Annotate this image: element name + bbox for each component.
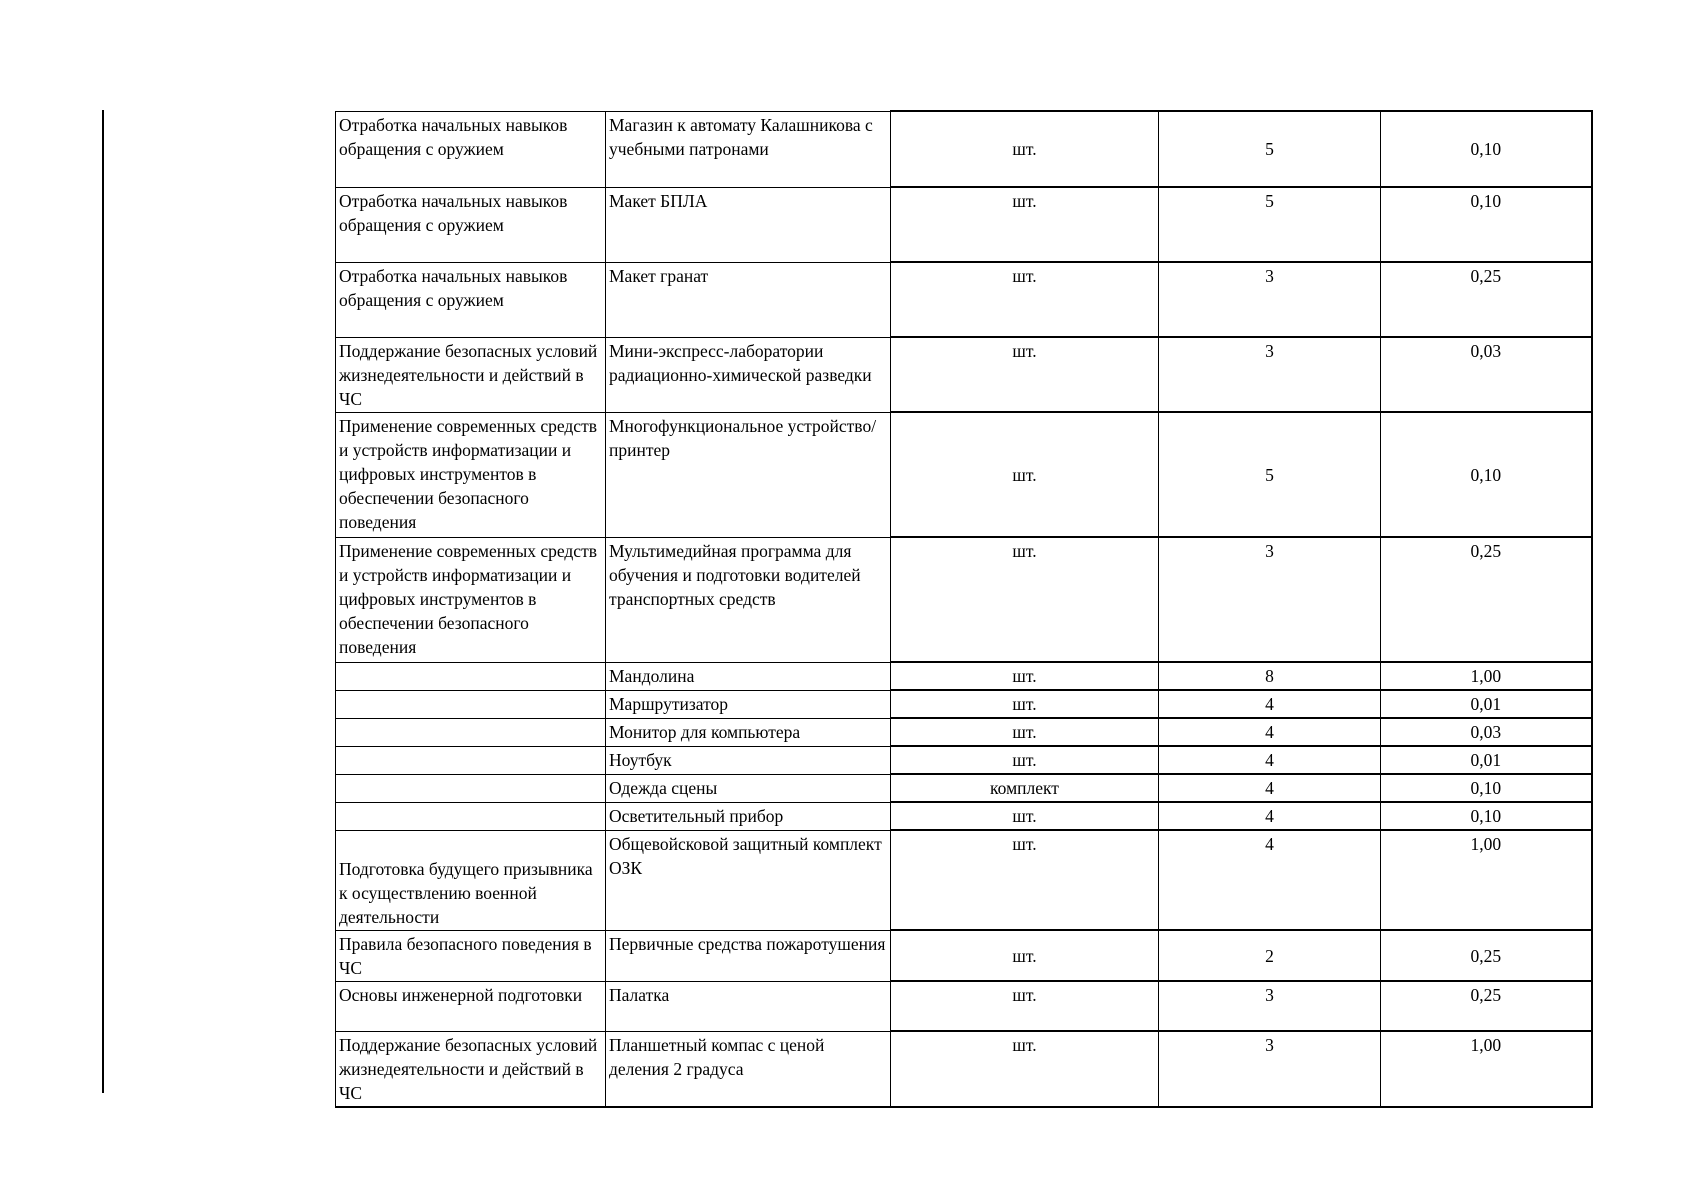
item-cell: Мини-экспресс-лаборатории радиационно-химической разведки bbox=[606, 337, 891, 412]
table-row bbox=[336, 187, 1592, 262]
item-cell: Палатка bbox=[606, 981, 891, 1031]
unit-cell: шт. bbox=[891, 187, 1159, 262]
section-cell: Отработка начальных навыков обращения с оружием bbox=[336, 111, 606, 187]
section-cell bbox=[336, 746, 606, 774]
unit-cell: шт. bbox=[891, 262, 1159, 337]
section-cell: Применение современных средств и устройств информатизации и цифровых инструментов в обеспечении безопасного поведения bbox=[336, 412, 606, 537]
table-row bbox=[336, 111, 1592, 187]
unit-cell: шт. bbox=[891, 337, 1159, 412]
unit-cell: шт. bbox=[891, 746, 1159, 774]
qty-cell: 2 bbox=[1159, 930, 1381, 981]
item-cell: Макет гранат bbox=[606, 262, 891, 337]
term-cell: 0,25 bbox=[1381, 981, 1592, 1031]
qty-cell: 4 bbox=[1159, 746, 1381, 774]
unit-cell: комплект bbox=[891, 774, 1159, 802]
item-cell: Ноутбук bbox=[606, 746, 891, 774]
unit-cell: шт. bbox=[891, 830, 1159, 930]
qty-cell: 5 bbox=[1159, 111, 1381, 187]
term-cell: 0,10 bbox=[1381, 412, 1592, 537]
unit-cell: шт. bbox=[891, 537, 1159, 662]
table-row bbox=[336, 412, 1592, 537]
item-cell: Магазин к автомату Калашникова с учебными патронами bbox=[606, 111, 891, 187]
term-cell: 0,10 bbox=[1381, 111, 1592, 187]
section-cell: Отработка начальных навыков обращения с оружием bbox=[336, 262, 606, 337]
section-cell bbox=[336, 802, 606, 830]
qty-cell: 4 bbox=[1159, 802, 1381, 830]
qty-cell: 3 bbox=[1159, 981, 1381, 1031]
term-cell: 0,25 bbox=[1381, 537, 1592, 662]
section-cell: Основы инженерной подготовки bbox=[336, 981, 606, 1031]
unit-cell: шт. bbox=[891, 412, 1159, 537]
item-cell: Общевойсковой защитный комплект ОЗК bbox=[606, 830, 891, 930]
section-cell: Применение современных средств и устройств информатизации и цифровых инструментов в обеспечении безопасного поведения bbox=[336, 537, 606, 662]
qty-cell: 5 bbox=[1159, 187, 1381, 262]
section-cell: Правила безопасного поведения в ЧС bbox=[336, 930, 606, 981]
section-cell: Поддержание безопасных условий жизнедеятельности и действий в ЧС bbox=[336, 337, 606, 412]
section-cell bbox=[336, 718, 606, 746]
term-cell: 0,01 bbox=[1381, 746, 1592, 774]
term-cell: 0,01 bbox=[1381, 690, 1592, 718]
term-cell: 0,03 bbox=[1381, 337, 1592, 412]
item-cell: Одежда сцены bbox=[606, 774, 891, 802]
unit-cell: шт. bbox=[891, 111, 1159, 187]
item-cell: Мандолина bbox=[606, 662, 891, 690]
item-cell: Планшетный компас с ценой деления 2 градуса bbox=[606, 1031, 891, 1107]
unit-cell: шт. bbox=[891, 981, 1159, 1031]
table-row bbox=[336, 662, 1592, 690]
term-cell: 1,00 bbox=[1381, 830, 1592, 930]
unit-cell: шт. bbox=[891, 1031, 1159, 1107]
unit-cell: шт. bbox=[891, 930, 1159, 981]
qty-cell: 4 bbox=[1159, 774, 1381, 802]
table-row bbox=[336, 718, 1592, 746]
qty-cell: 3 bbox=[1159, 262, 1381, 337]
item-cell: Первичные средства пожаротушения bbox=[606, 930, 891, 981]
table-row bbox=[336, 774, 1592, 802]
term-cell: 1,00 bbox=[1381, 662, 1592, 690]
qty-cell: 4 bbox=[1159, 830, 1381, 930]
term-cell: 0,25 bbox=[1381, 262, 1592, 337]
table-row bbox=[336, 802, 1592, 830]
term-cell: 1,00 bbox=[1381, 1031, 1592, 1107]
qty-cell: 3 bbox=[1159, 337, 1381, 412]
item-cell: Монитор для компьютера bbox=[606, 718, 891, 746]
table-row bbox=[336, 690, 1592, 718]
left-margin-line bbox=[102, 110, 104, 1093]
table-row bbox=[336, 262, 1592, 337]
item-cell: Осветительный прибор bbox=[606, 802, 891, 830]
item-cell: Маршрутизатор bbox=[606, 690, 891, 718]
unit-cell: шт. bbox=[891, 662, 1159, 690]
term-cell: 0,03 bbox=[1381, 718, 1592, 746]
table-row bbox=[336, 337, 1592, 412]
unit-cell: шт. bbox=[891, 718, 1159, 746]
section-cell bbox=[336, 662, 606, 690]
qty-cell: 5 bbox=[1159, 412, 1381, 537]
qty-cell: 4 bbox=[1159, 718, 1381, 746]
table-row bbox=[336, 930, 1592, 981]
qty-cell: 3 bbox=[1159, 1031, 1381, 1107]
section-cell: Отработка начальных навыков обращения с оружием bbox=[336, 187, 606, 262]
table-row bbox=[336, 746, 1592, 774]
table-row bbox=[336, 981, 1592, 1031]
qty-cell: 8 bbox=[1159, 662, 1381, 690]
section-cell: Поддержание безопасных условий жизнедеятельности и действий в ЧС bbox=[336, 1031, 606, 1107]
section-cell bbox=[336, 774, 606, 802]
qty-cell: 3 bbox=[1159, 537, 1381, 662]
unit-cell: шт. bbox=[891, 802, 1159, 830]
qty-cell: 4 bbox=[1159, 690, 1381, 718]
term-cell: 0,10 bbox=[1381, 802, 1592, 830]
term-cell: 0,10 bbox=[1381, 187, 1592, 262]
section-cell bbox=[336, 690, 606, 718]
table-row bbox=[336, 1031, 1592, 1107]
unit-cell: шт. bbox=[891, 690, 1159, 718]
equipment-table bbox=[335, 110, 1593, 1108]
term-cell: 0,10 bbox=[1381, 774, 1592, 802]
item-cell: Мультимедийная программа для обучения и подготовки водителей транспортных средств bbox=[606, 537, 891, 662]
table-row bbox=[336, 537, 1592, 662]
term-cell: 0,25 bbox=[1381, 930, 1592, 981]
table-row bbox=[336, 830, 1592, 930]
item-cell: Макет БПЛА bbox=[606, 187, 891, 262]
item-cell: Многофункциональное устройство/принтер bbox=[606, 412, 891, 537]
section-cell: Подготовка будущего призывника к осуществлению военной деятельности bbox=[336, 830, 606, 930]
